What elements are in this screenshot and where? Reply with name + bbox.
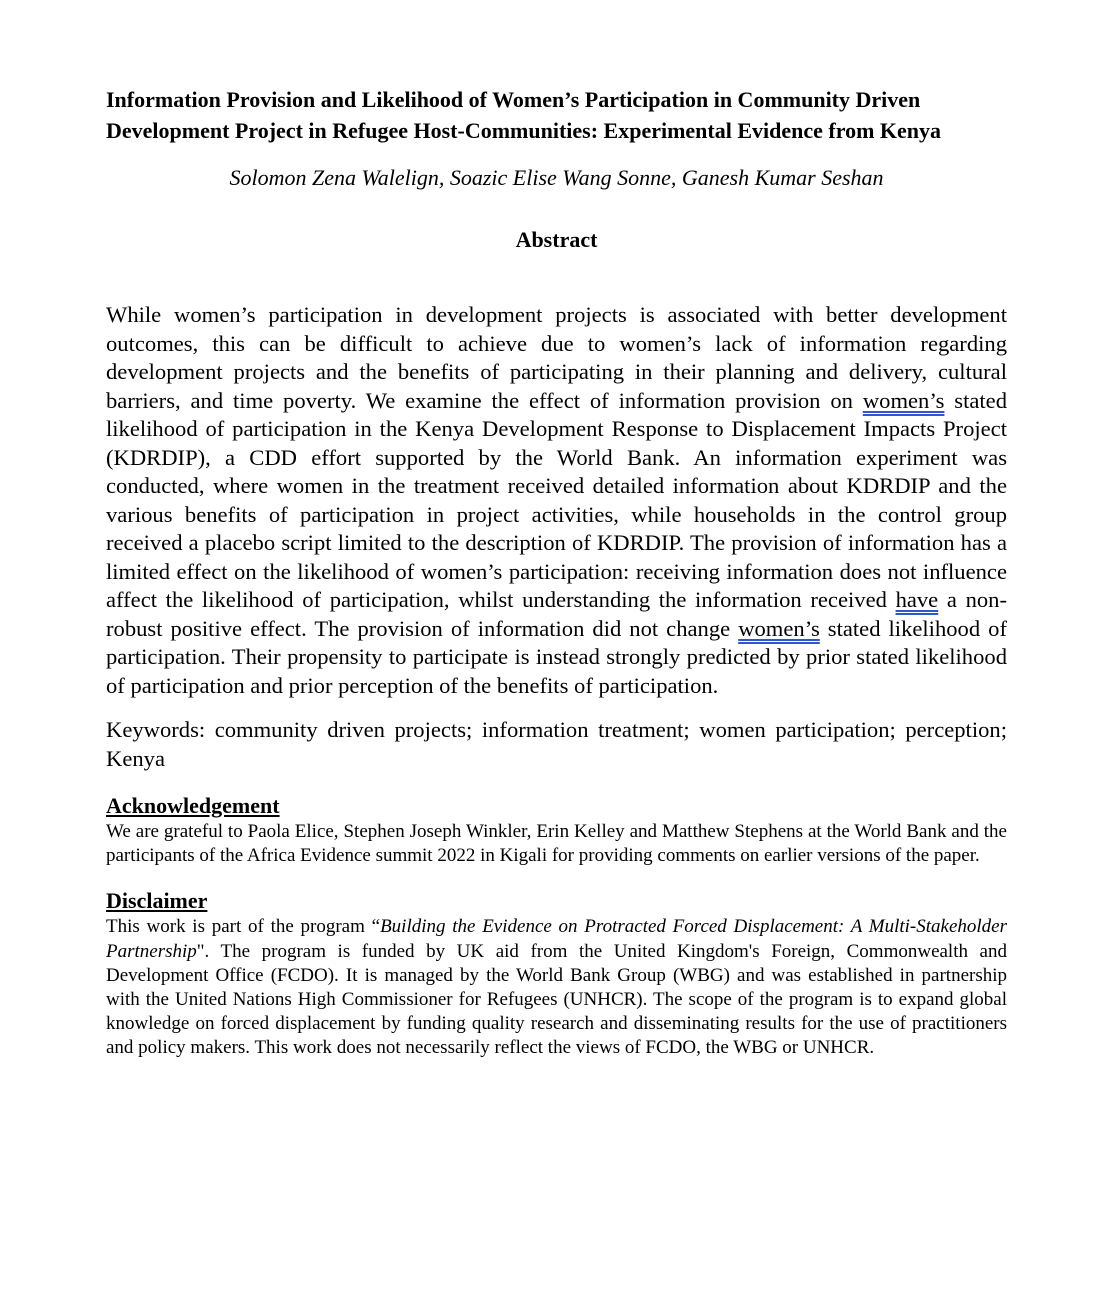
- abstract-text-part-1: While women’s participation in development projects is associated with better development outcomes, this can be difficult to achieve due to women’s lack of information regarding development projects and the benefits of participating in their planning and delivery, cultural barriers, and time poverty. We examine the effect of information provision on: [106, 302, 1007, 413]
- abstract-heading: Abstract: [515, 227, 598, 252]
- keywords: Keywords: community driven projects; information treatment; women participation; perception; Kenya: [106, 717, 1007, 771]
- acknowledgement-heading: [106, 795, 1007, 817]
- acknowledgement-heading-text: Acknowledgement: [106, 793, 280, 818]
- paper-page: [106, 84, 1007, 1061]
- disclaimer-text-part-2: ". The program is funded by UK aid from the United Kingdom's Foreign, Commonwealth and Development Office (FCDO). It is managed by the World Bank Group (WBG) and was established in partnership with the United Nations High Commissioner for Refugees (UNHCR). The scope of the program is to expand global knowledge on forced displacement by funding quality research and disseminating results for the use of practitioners and policy makers. This work does not necessarily reflect the views of FCDO, the WBG or UNHCR.: [106, 940, 1007, 1059]
- abstract-body: [106, 301, 1007, 700]
- abstract-text-part-4: stated likelihood of participation. Their propensity to participate is instead strongly predicted by prior stated likelihood of participation and prior perception of the benefits of participation.: [106, 615, 1007, 698]
- grammar-flag-1: women’s: [862, 387, 945, 413]
- grammar-flag-3: women’s: [738, 615, 820, 641]
- paper-title: Information Provision and Likelihood of Women’s Participation in Community Driven Development Project in Refugee Host-Communities: Experimental Evidence from Kenya: [106, 87, 942, 143]
- acknowledgement-text: We are grateful to Paola Elice, Stephen Joseph Winkler, Erin Kelley and Matthew Stephens at the World Bank and the participants of the Africa Evidence summit 2022 in Kigali for providing comments on earlier versions of the paper.: [106, 821, 1007, 867]
- author-list: Solomon Zena Walelign, Soazic Elise Wang Sonne, Ganesh Kumar Seshan: [229, 165, 884, 190]
- abstract-text-part-3: a non-robust positive effect. The provision of information did not change: [106, 587, 1007, 641]
- disclaimer-text: [106, 915, 1007, 1060]
- disclaimer-text-part-1: This work is part of the program “: [106, 916, 381, 938]
- program-name: Building the Evidence on Protracted Forced Displacement: A Multi-Stakeholder Partnership: [106, 916, 1007, 962]
- abstract-text-part-2: stated likelihood of participation in the Kenya Development Response to Displacement Impacts Project (KDRDIP), a CDD effort supported by the World Bank. An information experiment was conducted, where women in the treatment received detailed information about KDRDIP and the various benefits of participation in project activities, while households in the control group received a placebo script limited to the description of KDRDIP. The provision of information has a limited effect on the likelihood of women’s participation: receiving information does not influence affect the likelihood of participation, whilst understanding the information received: [106, 387, 1007, 612]
- grammar-flag-2: have: [895, 587, 939, 612]
- disclaimer-heading-text: Disclaimer: [106, 888, 208, 914]
- disclaimer-heading: [106, 890, 1007, 912]
